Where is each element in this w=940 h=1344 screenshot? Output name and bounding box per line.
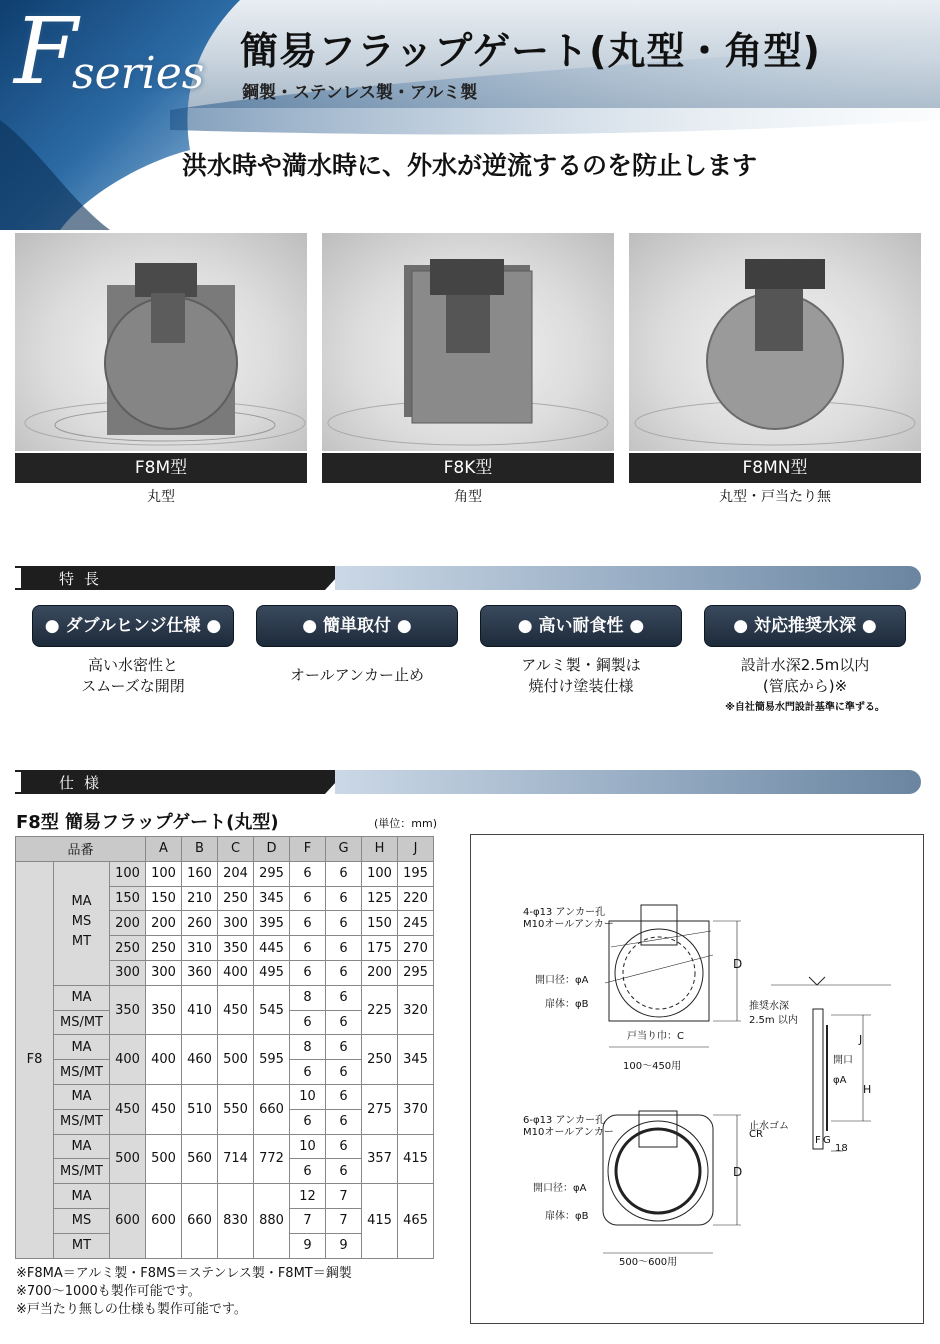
feature-double-hinge [32,605,234,697]
model-cell: MA [54,1084,110,1109]
drawing-label: D [733,1165,743,1179]
table-cell: 495 [254,960,290,985]
drawing-label: 止水ゴム [749,1121,789,1132]
table-row [16,1134,434,1159]
size-cell: 400 [110,1035,146,1085]
feature-desc-line: 設計水深2.5m以内 [740,656,870,674]
table-cell: 295 [398,960,434,985]
drawing-label: 4-φ13 アンカー孔 [523,907,606,918]
table-cell: 600 [146,1184,182,1258]
feature-desc-line: アルミ製・鋼製は [521,656,641,674]
features-section-bar [15,566,921,590]
table-cell: 660 [182,1184,218,1258]
header-cell: 品番 [16,837,146,862]
drawing-label: 扉体：φB [545,1211,589,1222]
series-letter: F [14,0,78,105]
table-cell: 6 [290,960,326,985]
table-cell: 10 [290,1084,326,1109]
spec-table-title: F8型 簡易フラップゲート(丸型) [16,812,279,833]
table-cell: 370 [398,1084,434,1134]
feature-corrosion [480,605,682,697]
table-cell: 560 [182,1134,218,1184]
table-cell: 830 [218,1184,254,1258]
table-cell: 6 [326,1109,362,1134]
product-name-f8m: F8M型 [15,453,307,483]
table-cell: 6 [326,886,362,911]
table-cell: 6 [326,985,362,1010]
spec-section-label: 仕様 [59,774,110,792]
feature-footnote: ※自社簡易水門設計基準に準ずる。 [725,702,885,713]
technical-drawing [470,834,924,1324]
feature-desc-line: (管底から)※ [762,677,848,695]
feature-title: ● 高い耐食性 ● [480,605,682,647]
table-cell: 9 [290,1233,326,1258]
table-cell: 415 [398,1134,434,1184]
table-cell: 445 [254,936,290,961]
note-line: ※戸当たり無しの仕様も製作可能です。 [16,1302,247,1317]
table-cell: 400 [218,960,254,985]
product-caption-f8m: 丸型 [147,489,175,505]
table-row [16,861,434,886]
table-cell: 260 [182,911,218,936]
table-cell: 450 [218,985,254,1035]
model-label: MA [71,893,92,909]
header-cell: H [362,837,398,862]
drawing-label: 2.5m 以内 [749,1015,798,1026]
table-cell: 250 [362,1035,398,1085]
model-label: MS [71,913,92,929]
table-cell: 9 [326,1233,362,1258]
table-header-row [16,837,434,862]
table-cell: 465 [398,1184,434,1258]
table-cell: 460 [182,1035,218,1085]
family-cell: F8 [16,861,54,1258]
drawing-label: 500～600用 [619,1257,678,1268]
table-cell: 7 [326,1184,362,1209]
size-cell: 100 [110,861,146,886]
feature-title: ● ダブルヒンジ仕様 ● [32,605,234,647]
table-cell: 6 [326,960,362,985]
spec-table [15,836,434,1259]
header-cell: J [398,837,434,862]
table-cell: 100 [146,861,182,886]
table-cell: 357 [362,1134,398,1184]
product-photo-f8k [322,233,614,451]
note-line: ※F8MA＝アルミ製・F8MS＝ステンレス製・F8MT＝鋼製 [16,1266,352,1281]
drawing-label: 18 [835,1143,848,1154]
table-cell: 320 [398,985,434,1035]
table-cell: 400 [146,1035,182,1085]
series-word: series [72,48,205,99]
size-cell: 350 [110,985,146,1035]
size-cell: 200 [110,911,146,936]
drawing-label: 100～450用 [623,1061,682,1072]
table-cell: 6 [290,936,326,961]
table-cell: 345 [254,886,290,911]
table-cell: 6 [326,1010,362,1035]
table-cell: 200 [362,960,398,985]
tagline: 洪水時や満水時に、外水が逆流するのを防止します [182,151,758,180]
table-cell: 150 [146,886,182,911]
product-f8m [15,233,307,506]
product-caption-f8k: 角型 [454,489,482,505]
drawing-label: 戸当り巾：C [627,1031,684,1042]
drawing-label: J [859,1033,863,1046]
size-cell: 450 [110,1084,146,1134]
table-cell: 250 [218,886,254,911]
model-cell: MA [54,1184,110,1209]
table-cell: 395 [254,911,290,936]
table-cell: 500 [146,1134,182,1184]
table-cell: 245 [398,911,434,936]
table-cell: 6 [326,936,362,961]
table-cell: 6 [290,861,326,886]
table-cell: 6 [326,861,362,886]
table-cell: 595 [254,1035,290,1085]
table-cell: 270 [398,936,434,961]
model-cell: MS [54,1208,110,1233]
table-cell: 210 [182,886,218,911]
drawing-label: F [815,1135,821,1146]
table-cell: 150 [362,911,398,936]
feature-title: ● 簡単取付 ● [256,605,458,647]
drawing-label: H [863,1083,872,1096]
table-cell: 450 [146,1084,182,1134]
header-cell: A [146,837,182,862]
table-cell: 345 [398,1035,434,1085]
table-cell: 714 [218,1134,254,1184]
drawing-label: 推奨水深 [749,1001,789,1012]
product-name-f8k: F8K型 [322,453,614,483]
drawing-label: G [823,1135,831,1146]
table-cell: 10 [290,1134,326,1159]
model-cell: MT [54,1233,110,1258]
feature-desc-line: スムーズな開閉 [81,677,185,695]
table-cell: 6 [326,1134,362,1159]
table-cell: 6 [326,1084,362,1109]
table-cell: 350 [218,936,254,961]
table-cell: 8 [290,985,326,1010]
table-cell: 160 [182,861,218,886]
table-cell: 360 [182,960,218,985]
table-cell: 100 [362,861,398,886]
table-cell: 6 [290,1159,326,1184]
spec-section-bar [15,770,921,794]
table-cell: 772 [254,1134,290,1184]
feature-title: ● 対応推奨水深 ● [704,605,906,647]
table-cell: 6 [290,1060,326,1085]
model-cell [54,861,110,985]
table-cell: 6 [290,911,326,936]
table-cell: 300 [146,960,182,985]
table-cell: 12 [290,1184,326,1209]
size-cell: 600 [110,1184,146,1258]
page-subtitle: 鋼製・ステンレス製・アルミ製 [242,83,478,103]
table-cell: 410 [182,985,218,1035]
table-cell: 275 [362,1084,398,1134]
table-cell: 6 [290,1109,326,1134]
table-cell: 7 [326,1208,362,1233]
header-cell: B [182,837,218,862]
features-section-label: 特長 [59,570,110,588]
drawing-label: 6-φ13 アンカー孔 [523,1115,606,1126]
feature-desc-line: 焼付け塗装仕様 [528,677,634,695]
product-name-f8mn: F8MN型 [629,453,921,483]
table-cell: 250 [146,936,182,961]
note-line: ※700～1000も製作可能です。 [16,1284,201,1299]
model-cell: MA [54,1134,110,1159]
feature-water-depth [704,605,906,713]
table-cell: 125 [362,886,398,911]
model-cell: MA [54,985,110,1010]
drawing-label: 開口径：φA [535,975,589,986]
spec-unit: (単位：mm) [374,817,438,830]
model-label: MT [71,933,92,949]
page-title: 簡易フラップゲート(丸型・角型) [240,29,821,73]
product-f8mn [629,233,921,506]
feature-desc-line: オールアンカー止め [289,666,425,684]
table-cell: 500 [218,1035,254,1085]
table-cell: 510 [182,1084,218,1134]
size-cell: 300 [110,960,146,985]
table-cell: 880 [254,1184,290,1258]
table-cell: 310 [182,936,218,961]
table-cell: 6 [326,1060,362,1085]
drawing-label: 扉体：φB [545,999,589,1010]
drawing-label: CR [749,1129,763,1140]
table-cell: 225 [362,985,398,1035]
table-row [16,1035,434,1060]
size-cell: 150 [110,886,146,911]
header-cell: C [218,837,254,862]
table-cell: 195 [398,861,434,886]
table-cell: 175 [362,936,398,961]
table-cell: 6 [290,886,326,911]
table-row [16,1184,434,1209]
table-cell: 204 [218,861,254,886]
table-cell: 545 [254,985,290,1035]
drawing-label: 開口径：φA [533,1183,587,1194]
table-cell: 6 [326,911,362,936]
table-cell: 7 [290,1208,326,1233]
table-cell: 295 [254,861,290,886]
table-cell: 220 [398,886,434,911]
table-row [16,1084,434,1109]
spec-notes [16,1265,352,1319]
model-cell: MS/MT [54,1159,110,1184]
table-cell: 6 [326,1159,362,1184]
product-caption-f8mn: 丸型・戸当たり無 [719,489,831,505]
header-cell: G [326,837,362,862]
size-cell: 500 [110,1134,146,1184]
drawing-label: M10オールアンカー [523,919,614,930]
drawing-label: M10オールアンカー [523,1127,614,1138]
model-cell: MS/MT [54,1109,110,1134]
header-cell: D [254,837,290,862]
drawing-label: D [733,957,743,971]
drawing-label: φA [833,1075,847,1086]
product-f8k [322,233,614,506]
table-cell: 200 [146,911,182,936]
table-cell: 415 [362,1184,398,1258]
feature-easy-install [256,605,458,686]
table-cell: 350 [146,985,182,1035]
table-cell: 550 [218,1084,254,1134]
header-banner [0,0,940,230]
product-photo-f8m [15,233,307,451]
header-cell: F [290,837,326,862]
table-cell: 300 [218,911,254,936]
model-cell: MS/MT [54,1060,110,1085]
size-cell: 250 [110,936,146,961]
table-cell: 660 [254,1084,290,1134]
model-cell: MS/MT [54,1010,110,1035]
drawing-label: 開口 [833,1055,853,1066]
model-cell: MA [54,1035,110,1060]
table-row [16,985,434,1010]
table-cell: 6 [290,1010,326,1035]
product-photo-f8mn [629,233,921,451]
feature-desc-line: 高い水密性と [87,656,178,674]
table-cell: 8 [290,1035,326,1060]
table-cell: 6 [326,1035,362,1060]
